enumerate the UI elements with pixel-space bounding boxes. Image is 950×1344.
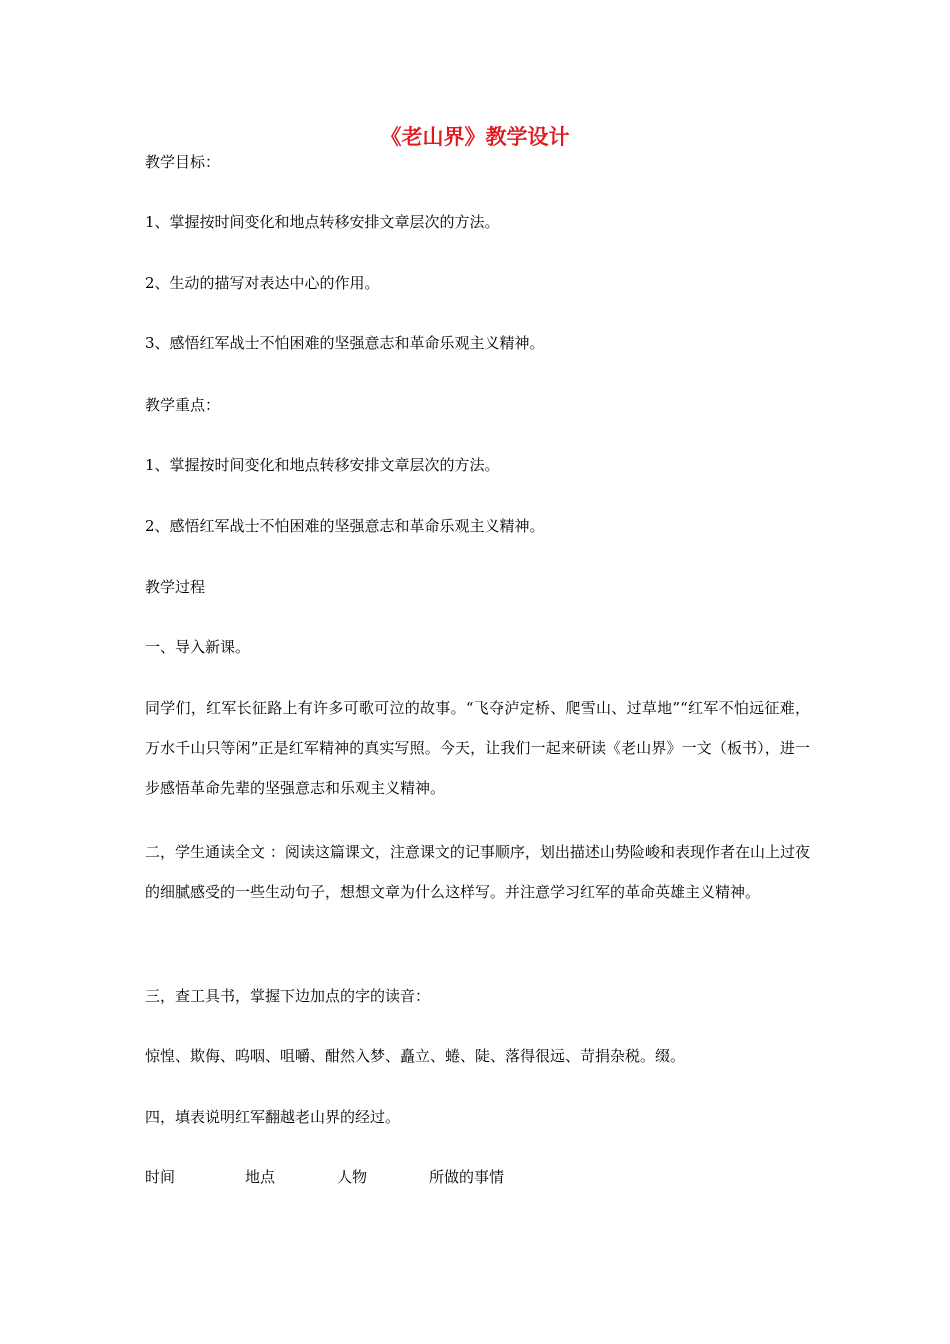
focus-item: 2、感悟红军战士不怕困难的坚强意志和革命乐观主义精神。: [145, 517, 545, 535]
objective-item: 3、感悟红军战士不怕困难的坚强意志和革命乐观主义精神。: [145, 334, 545, 352]
focus-heading: 教学重点：: [145, 396, 221, 414]
step4-heading: 四，填表说明红军翻越老山界的经过。: [145, 1108, 401, 1126]
focus-item: 1、掌握按时间变化和地点转移安排文章层次的方法。: [145, 456, 500, 474]
objective-item: 2、生动的描写对表达中心的作用。: [145, 274, 380, 292]
process-heading: 教学过程: [145, 578, 206, 596]
table-header-time: 时间: [145, 1168, 176, 1186]
step3-heading: 三，查工具书，掌握下边加点的字的读音：: [145, 987, 431, 1005]
table-header-place: 地点: [245, 1168, 276, 1186]
table-header-row: [145, 1167, 745, 1187]
table-header-events: 所做的事情: [429, 1168, 505, 1186]
objectives-heading: 教学目标：: [145, 153, 221, 171]
document-title: 《老山界》教学设计: [380, 124, 570, 149]
step1-heading: 一、导入新课。: [145, 638, 251, 656]
step1-paragraph: 同学们，红军长征路上有许多可歌可泣的故事。“飞夺泸定桥、爬雪山、过草地”“红军不怕远征难，万水千山只等闲”正是红军精神的真实写照。今天，让我们一起来研读《老山界》一文（板书），进一步感悟革命先辈的坚强意志和乐观主义精神。: [145, 699, 810, 797]
objective-item: 1、掌握按时间变化和地点转移安排文章层次的方法。: [145, 213, 500, 231]
step3-words: 惊惶、欺侮、呜咽、咀嚼、酣然入梦、矗立、蜷、陡、落得很远、苛捐杂税。缀。: [145, 1047, 686, 1065]
table-header-people: 人物: [337, 1168, 368, 1186]
step2-paragraph: 二，学生通读全文 ：阅读这篇课文，注意课文的记事顺序，划出描述山势险峻和表现作者在山上过夜的细腻感受的一些生动句子，想想文章为什么这样写。并注意学习红军的革命英雄主义精神。: [145, 843, 810, 901]
